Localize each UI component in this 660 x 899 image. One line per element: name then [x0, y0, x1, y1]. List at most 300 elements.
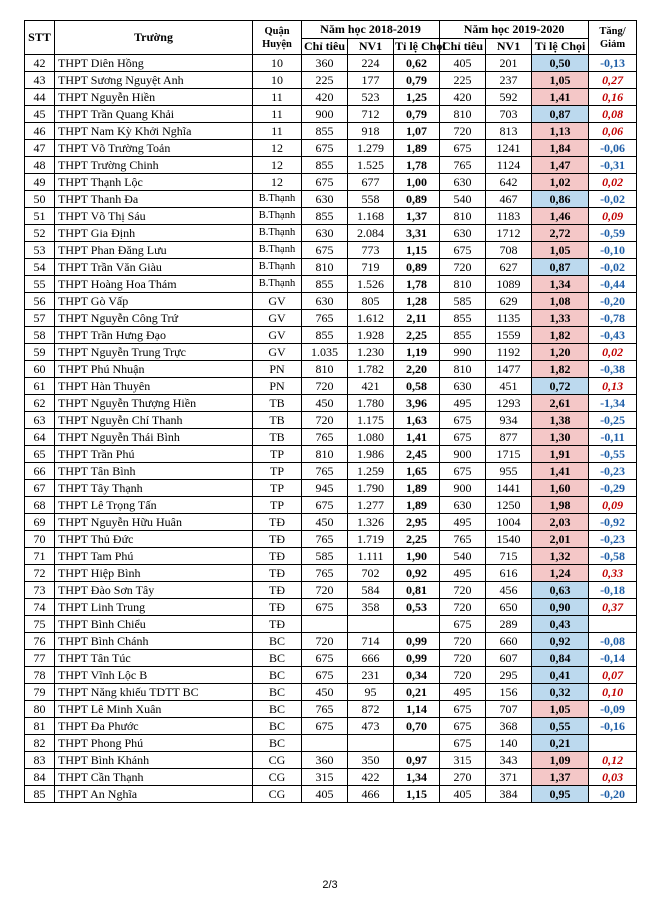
row-ratio-2018: 0,53 — [394, 599, 440, 616]
row-ratio-2019: 1,24 — [532, 565, 589, 582]
row-quota-2019: 810 — [440, 106, 486, 123]
row-quota-2018: 360 — [302, 55, 348, 72]
row-district: BC — [253, 650, 302, 667]
row-quota-2019: 420 — [440, 89, 486, 106]
admission-ratio-table — [24, 20, 637, 803]
row-stt: 61 — [25, 378, 55, 395]
row-quota-2018: 420 — [302, 89, 348, 106]
row-school: THPT Vĩnh Lộc B — [55, 667, 253, 684]
row-change: -0,09 — [589, 701, 637, 718]
row-quota-2019: 675 — [440, 412, 486, 429]
row-quota-2018: 675 — [302, 497, 348, 514]
header-nv1-2018: NV1 — [348, 39, 394, 55]
row-district: 10 — [253, 72, 302, 89]
row-quota-2018: 945 — [302, 480, 348, 497]
row-ratio-2019: 1,05 — [532, 242, 589, 259]
row-stt: 45 — [25, 106, 55, 123]
row-ratio-2018: 1,89 — [394, 140, 440, 157]
row-stt: 80 — [25, 701, 55, 718]
row-district: PN — [253, 361, 302, 378]
row-stt: 76 — [25, 633, 55, 650]
row-stt: 68 — [25, 497, 55, 514]
table-row — [25, 480, 637, 497]
row-district: B.Thạnh — [253, 208, 302, 225]
row-ratio-2018: 1,63 — [394, 412, 440, 429]
row-school: THPT Sương Nguyệt Anh — [55, 72, 253, 89]
row-school: THPT Nguyễn Hiền — [55, 89, 253, 106]
row-stt: 56 — [25, 293, 55, 310]
row-quota-2019: 720 — [440, 582, 486, 599]
row-school: THPT Trần Hưng Đạo — [55, 327, 253, 344]
row-school: THPT Bình Chiểu — [55, 616, 253, 633]
row-change: -0,55 — [589, 446, 637, 463]
row-ratio-2018 — [394, 616, 440, 633]
header-school: Trường — [55, 21, 253, 55]
row-quota-2019: 540 — [440, 191, 486, 208]
row-district: B.Thạnh — [253, 276, 302, 293]
row-nv1-2018: 421 — [348, 378, 394, 395]
row-district: 11 — [253, 123, 302, 140]
row-nv1-2019: 1712 — [486, 225, 532, 242]
row-quota-2019: 675 — [440, 463, 486, 480]
row-nv1-2018: 712 — [348, 106, 394, 123]
row-ratio-2018: 1,14 — [394, 701, 440, 718]
row-nv1-2019: 627 — [486, 259, 532, 276]
row-stt: 70 — [25, 531, 55, 548]
row-ratio-2018: 1,78 — [394, 276, 440, 293]
row-change: -0,11 — [589, 429, 637, 446]
row-nv1-2018 — [348, 735, 394, 752]
row-change: -0,29 — [589, 480, 637, 497]
row-nv1-2019: 1540 — [486, 531, 532, 548]
row-nv1-2018: 1.279 — [348, 140, 394, 157]
row-ratio-2018: 0,92 — [394, 565, 440, 582]
row-ratio-2019: 1,82 — [532, 327, 589, 344]
row-change: -0,58 — [589, 548, 637, 565]
row-nv1-2019: 607 — [486, 650, 532, 667]
row-quota-2018: 855 — [302, 123, 348, 140]
table-row — [25, 582, 637, 599]
row-school: THPT Lê Minh Xuân — [55, 701, 253, 718]
table-row — [25, 531, 637, 548]
row-nv1-2018: 1.986 — [348, 446, 394, 463]
row-stt: 53 — [25, 242, 55, 259]
row-ratio-2018 — [394, 735, 440, 752]
row-change — [589, 735, 637, 752]
row-ratio-2018: 2,25 — [394, 327, 440, 344]
row-school: THPT Nguyễn Thượng Hiền — [55, 395, 253, 412]
row-district: TĐ — [253, 599, 302, 616]
row-nv1-2018: 558 — [348, 191, 394, 208]
row-nv1-2018: 1.230 — [348, 344, 394, 361]
row-nv1-2018: 1.780 — [348, 395, 394, 412]
row-nv1-2019: 642 — [486, 174, 532, 191]
row-stt: 48 — [25, 157, 55, 174]
table-row — [25, 259, 637, 276]
row-quota-2019: 225 — [440, 72, 486, 89]
row-quota-2018: 675 — [302, 174, 348, 191]
row-stt: 83 — [25, 752, 55, 769]
row-nv1-2019: 1192 — [486, 344, 532, 361]
row-change: -0,92 — [589, 514, 637, 531]
row-nv1-2019: 955 — [486, 463, 532, 480]
row-ratio-2019: 2,01 — [532, 531, 589, 548]
row-school: THPT Bình Chánh — [55, 633, 253, 650]
row-nv1-2019: 451 — [486, 378, 532, 395]
row-nv1-2018: 714 — [348, 633, 394, 650]
row-stt: 65 — [25, 446, 55, 463]
row-quota-2019: 720 — [440, 259, 486, 276]
row-quota-2019: 675 — [440, 429, 486, 446]
row-stt: 74 — [25, 599, 55, 616]
row-stt: 59 — [25, 344, 55, 361]
header-ratio-2018: Tỉ lệ Chọi — [395, 39, 446, 53]
row-ratio-2019: 0,87 — [532, 106, 589, 123]
row-ratio-2018: 2,11 — [394, 310, 440, 327]
header-ratio-2019: Tỉ lệ Chọi — [532, 39, 589, 55]
row-quota-2019: 720 — [440, 123, 486, 140]
row-nv1-2019: 289 — [486, 616, 532, 633]
row-nv1-2019: 237 — [486, 72, 532, 89]
row-quota-2019: 675 — [440, 718, 486, 735]
row-ratio-2018: 1,89 — [394, 497, 440, 514]
row-ratio-2019: 1,09 — [532, 752, 589, 769]
row-quota-2019: 675 — [440, 701, 486, 718]
row-change: 0,10 — [589, 684, 637, 701]
row-nv1-2018: 1.111 — [348, 548, 394, 565]
row-quota-2018: 675 — [302, 667, 348, 684]
row-quota-2018: 675 — [302, 718, 348, 735]
row-quota-2018: 720 — [302, 378, 348, 395]
row-nv1-2019: 456 — [486, 582, 532, 599]
row-quota-2018: 585 — [302, 548, 348, 565]
row-change: -0,06 — [589, 140, 637, 157]
row-stt: 75 — [25, 616, 55, 633]
row-ratio-2019: 0,87 — [532, 259, 589, 276]
row-change: -0,02 — [589, 191, 637, 208]
row-change: -0,31 — [589, 157, 637, 174]
row-nv1-2019: 140 — [486, 735, 532, 752]
row-nv1-2019: 1559 — [486, 327, 532, 344]
row-quota-2019: 405 — [440, 55, 486, 72]
row-quota-2019: 720 — [440, 650, 486, 667]
row-quota-2018: 225 — [302, 72, 348, 89]
row-quota-2019: 900 — [440, 480, 486, 497]
row-school: THPT Nam Kỳ Khởi Nghĩa — [55, 123, 253, 140]
row-nv1-2019: 1250 — [486, 497, 532, 514]
row-school: THPT Lê Trọng Tấn — [55, 497, 253, 514]
header-stt: STT — [25, 21, 55, 55]
row-quota-2018: 855 — [302, 157, 348, 174]
row-district: GV — [253, 327, 302, 344]
table-row — [25, 786, 637, 803]
table-row — [25, 616, 637, 633]
row-change: 0,33 — [589, 565, 637, 582]
row-quota-2019: 810 — [440, 208, 486, 225]
row-nv1-2019: 1477 — [486, 361, 532, 378]
row-quota-2018: 630 — [302, 191, 348, 208]
row-change: 0,12 — [589, 752, 637, 769]
row-district: B.Thạnh — [253, 191, 302, 208]
row-quota-2019: 405 — [440, 786, 486, 803]
row-nv1-2019: 1293 — [486, 395, 532, 412]
row-nv1-2018: 1.782 — [348, 361, 394, 378]
row-change: -0,16 — [589, 718, 637, 735]
row-district: TB — [253, 412, 302, 429]
table-row — [25, 650, 637, 667]
row-school: THPT Nguyễn Chí Thanh — [55, 412, 253, 429]
row-quota-2018: 450 — [302, 395, 348, 412]
row-nv1-2018: 177 — [348, 72, 394, 89]
row-school: THPT Võ Trường Toản — [55, 140, 253, 157]
table-row — [25, 548, 637, 565]
row-nv1-2018: 1.080 — [348, 429, 394, 446]
row-quota-2019: 855 — [440, 310, 486, 327]
row-stt: 57 — [25, 310, 55, 327]
row-ratio-2018: 1,90 — [394, 548, 440, 565]
row-school: THPT Đào Sơn Tây — [55, 582, 253, 599]
table-body — [25, 55, 637, 803]
row-ratio-2018: 1,34 — [394, 769, 440, 786]
table-row — [25, 140, 637, 157]
table-row — [25, 208, 637, 225]
row-ratio-2019: 1,02 — [532, 174, 589, 191]
row-quota-2018: 855 — [302, 327, 348, 344]
row-quota-2019: 540 — [440, 548, 486, 565]
row-stt: 52 — [25, 225, 55, 242]
row-district: TP — [253, 497, 302, 514]
row-nv1-2019: 384 — [486, 786, 532, 803]
table-row — [25, 106, 637, 123]
row-district: TB — [253, 429, 302, 446]
row-change: -0,25 — [589, 412, 637, 429]
row-district: TĐ — [253, 514, 302, 531]
row-change: 0,13 — [589, 378, 637, 395]
row-ratio-2019: 1,41 — [532, 89, 589, 106]
row-change: 0,06 — [589, 123, 637, 140]
row-ratio-2018: 0,97 — [394, 752, 440, 769]
row-ratio-2018: 1,25 — [394, 89, 440, 106]
row-quota-2018: 720 — [302, 412, 348, 429]
row-change — [589, 616, 637, 633]
row-quota-2019: 900 — [440, 446, 486, 463]
header-district: Quận Huyện — [253, 21, 302, 55]
row-nv1-2019: 592 — [486, 89, 532, 106]
row-ratio-2018: 1,15 — [394, 786, 440, 803]
row-ratio-2018: 3,31 — [394, 225, 440, 242]
row-nv1-2019: 629 — [486, 293, 532, 310]
header-quota-2018: Chỉ tiêu — [302, 39, 348, 55]
row-school: THPT Nguyễn Công Trứ — [55, 310, 253, 327]
row-quota-2019: 630 — [440, 497, 486, 514]
row-quota-2019: 675 — [440, 140, 486, 157]
row-quota-2018: 720 — [302, 582, 348, 599]
row-school: THPT Trần Quang Khải — [55, 106, 253, 123]
row-quota-2018: 765 — [302, 463, 348, 480]
row-quota-2018: 810 — [302, 361, 348, 378]
row-district: 12 — [253, 157, 302, 174]
row-district: 12 — [253, 174, 302, 191]
row-ratio-2018: 2,45 — [394, 446, 440, 463]
row-ratio-2019: 0,92 — [532, 633, 589, 650]
row-quota-2019: 495 — [440, 395, 486, 412]
row-nv1-2018: 719 — [348, 259, 394, 276]
row-quota-2018: 765 — [302, 531, 348, 548]
row-stt: 51 — [25, 208, 55, 225]
table-row — [25, 735, 637, 752]
row-ratio-2019: 0,63 — [532, 582, 589, 599]
row-district: TB — [253, 395, 302, 412]
row-district: BC — [253, 667, 302, 684]
row-ratio-2019: 0,95 — [532, 786, 589, 803]
row-nv1-2018: 1.175 — [348, 412, 394, 429]
row-nv1-2019: 368 — [486, 718, 532, 735]
row-district: BC — [253, 701, 302, 718]
row-quota-2019: 810 — [440, 361, 486, 378]
row-stt: 71 — [25, 548, 55, 565]
row-nv1-2018: 872 — [348, 701, 394, 718]
row-ratio-2019: 1,13 — [532, 123, 589, 140]
row-quota-2018: 765 — [302, 429, 348, 446]
row-school: THPT Trường Chinh — [55, 157, 253, 174]
row-ratio-2018: 0,62 — [394, 55, 440, 72]
table-row — [25, 378, 637, 395]
row-nv1-2019: 660 — [486, 633, 532, 650]
row-ratio-2018: 0,79 — [394, 72, 440, 89]
row-stt: 79 — [25, 684, 55, 701]
row-ratio-2018: 1,65 — [394, 463, 440, 480]
header-year-2018-2019: Năm học 2018-2019 — [302, 21, 440, 39]
row-district: TĐ — [253, 582, 302, 599]
row-change: -0,13 — [589, 55, 637, 72]
row-nv1-2018: 773 — [348, 242, 394, 259]
table-row — [25, 242, 637, 259]
row-nv1-2018: 677 — [348, 174, 394, 191]
table-row — [25, 633, 637, 650]
row-ratio-2018: 1,37 — [394, 208, 440, 225]
row-stt: 55 — [25, 276, 55, 293]
row-quota-2019: 270 — [440, 769, 486, 786]
row-quota-2018: 360 — [302, 752, 348, 769]
admission-ratio-table-page — [24, 20, 637, 803]
row-ratio-2019: 1,05 — [532, 72, 589, 89]
row-change: -0,10 — [589, 242, 637, 259]
row-change: -0,44 — [589, 276, 637, 293]
row-ratio-2019: 1,32 — [532, 548, 589, 565]
row-change: -1,34 — [589, 395, 637, 412]
row-nv1-2019: 1715 — [486, 446, 532, 463]
row-ratio-2019: 0,32 — [532, 684, 589, 701]
row-quota-2018: 450 — [302, 514, 348, 531]
row-stt: 49 — [25, 174, 55, 191]
row-school: THPT Võ Thị Sáu — [55, 208, 253, 225]
row-nv1-2019: 467 — [486, 191, 532, 208]
row-ratio-2018: 0,21 — [394, 684, 440, 701]
row-district: BC — [253, 735, 302, 752]
header-quota-2019: Chỉ tiêu — [440, 39, 486, 55]
row-quota-2018: 810 — [302, 446, 348, 463]
row-school: THPT Tây Thạnh — [55, 480, 253, 497]
row-school: THPT Phong Phú — [55, 735, 253, 752]
row-quota-2018: 630 — [302, 225, 348, 242]
row-nv1-2018: 2.084 — [348, 225, 394, 242]
table-row — [25, 310, 637, 327]
row-ratio-2019: 0,50 — [532, 55, 589, 72]
row-nv1-2018: 1.612 — [348, 310, 394, 327]
row-school: THPT Tam Phú — [55, 548, 253, 565]
row-stt: 69 — [25, 514, 55, 531]
row-stt: 73 — [25, 582, 55, 599]
row-nv1-2018: 702 — [348, 565, 394, 582]
row-nv1-2018: 1.719 — [348, 531, 394, 548]
row-district: 10 — [253, 55, 302, 72]
row-ratio-2019: 1,30 — [532, 429, 589, 446]
row-district: GV — [253, 310, 302, 327]
row-change: 0,09 — [589, 208, 637, 225]
row-quota-2019: 720 — [440, 667, 486, 684]
row-nv1-2018: 95 — [348, 684, 394, 701]
row-nv1-2019: 201 — [486, 55, 532, 72]
row-nv1-2018: 918 — [348, 123, 394, 140]
table-row — [25, 225, 637, 242]
row-stt: 54 — [25, 259, 55, 276]
header-change: Tăng/ Giảm — [589, 21, 637, 55]
row-ratio-2018: 1,00 — [394, 174, 440, 191]
table-row — [25, 327, 637, 344]
row-stt: 82 — [25, 735, 55, 752]
row-ratio-2018: 2,25 — [394, 531, 440, 548]
row-quota-2019: 990 — [440, 344, 486, 361]
row-district: TP — [253, 446, 302, 463]
row-quota-2018: 315 — [302, 769, 348, 786]
row-ratio-2019: 1,82 — [532, 361, 589, 378]
header-year-2019-2020: Năm học 2019-2020 — [440, 21, 589, 39]
row-nv1-2019: 1183 — [486, 208, 532, 225]
row-ratio-2019: 0,21 — [532, 735, 589, 752]
row-district: TP — [253, 463, 302, 480]
row-stt: 47 — [25, 140, 55, 157]
row-ratio-2019: 1,41 — [532, 463, 589, 480]
row-stt: 64 — [25, 429, 55, 446]
table-row — [25, 497, 637, 514]
row-ratio-2018: 0,89 — [394, 191, 440, 208]
row-ratio-2018: 3,96 — [394, 395, 440, 412]
row-ratio-2019: 1,84 — [532, 140, 589, 157]
row-district: BC — [253, 633, 302, 650]
row-change: 0,07 — [589, 667, 637, 684]
row-change: -0,23 — [589, 463, 637, 480]
row-change: 0,08 — [589, 106, 637, 123]
row-ratio-2018: 1,15 — [394, 242, 440, 259]
row-quota-2019: 675 — [440, 735, 486, 752]
row-quota-2018: 765 — [302, 565, 348, 582]
row-school: THPT Cần Thạnh — [55, 769, 253, 786]
table-row — [25, 599, 637, 616]
row-nv1-2019: 715 — [486, 548, 532, 565]
row-nv1-2018: 350 — [348, 752, 394, 769]
row-ratio-2018: 1,41 — [394, 429, 440, 446]
row-ratio-2019: 0,43 — [532, 616, 589, 633]
row-school: THPT Nguyễn Trung Trực — [55, 344, 253, 361]
row-quota-2018: 900 — [302, 106, 348, 123]
row-stt: 72 — [25, 565, 55, 582]
table-row — [25, 752, 637, 769]
table-row — [25, 514, 637, 531]
row-district: BC — [253, 718, 302, 735]
row-school: THPT Thạnh Lộc — [55, 174, 253, 191]
table-row — [25, 55, 637, 72]
row-stt: 44 — [25, 89, 55, 106]
